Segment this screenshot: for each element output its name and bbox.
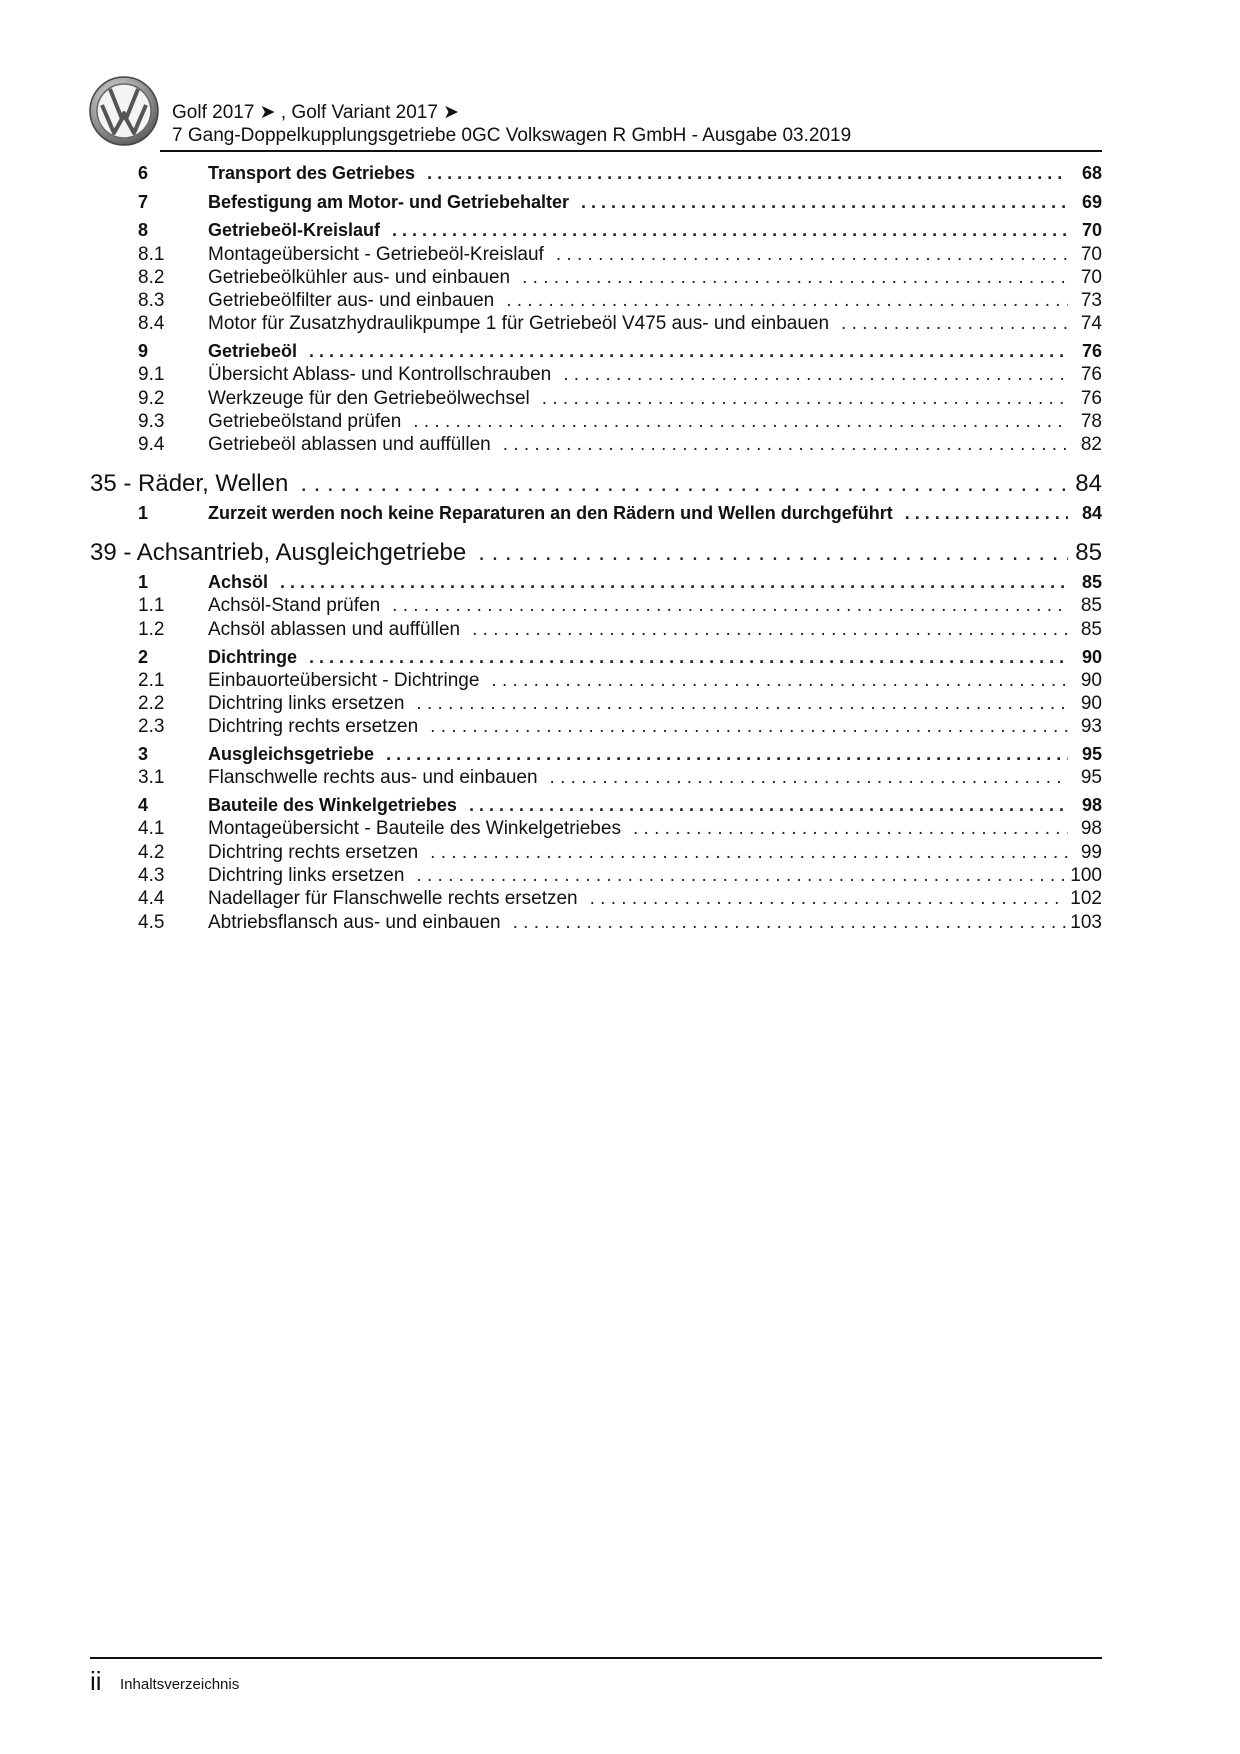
toc-entry-title: Transport des Getriebes [208,163,416,183]
toc-entry-title: Werkzeuge für den Getriebeölwechsel [208,388,530,409]
toc-entry-line [208,767,1102,789]
toc-entry-line [208,595,1102,617]
toc-entry-number: 3.1 [138,767,165,788]
toc-entry-line [208,572,1102,593]
toc-entry-number: 8.3 [138,290,165,311]
dot-leader [513,912,1067,934]
toc-entry-page: 76 [1080,388,1102,409]
dot-leader [522,267,1068,289]
toc-entry-number: 9 [138,341,149,361]
toc-entry[interactable] [90,434,1102,458]
dot-leader [542,388,1068,410]
toc-entry-page: 95 [1081,744,1102,764]
toc-entry-number: 2 [138,647,149,667]
toc-entry-title: Einbauorteübersicht - Dichtringe [208,670,480,691]
toc-entry[interactable] [90,744,1102,768]
dot-leader [392,220,1068,241]
toc-entry-title: Achsöl ablassen und auffüllen [208,619,461,640]
toc-entry[interactable] [90,539,1102,571]
toc-entry-line [208,865,1102,887]
dot-leader [633,818,1068,840]
dot-leader [491,670,1068,692]
toc-entry-line [208,888,1102,910]
toc-entry-title: Befestigung am Motor- und Getriebehalter [208,192,570,212]
header-document-line: 7 Gang-Doppelkupplungsgetriebe 0GC Volkswagen R GmbH - Ausgabe 03.2019 [172,125,852,146]
toc-entry-line [208,795,1102,816]
toc-entry-line [208,411,1102,433]
toc-entry-title: Dichtringe [208,647,298,667]
toc-entry-title: Abtriebsflansch aus- und einbauen [208,912,501,933]
toc-entry-page: 85 [1075,539,1102,566]
toc-entry-line [208,192,1102,213]
dot-leader [563,364,1068,386]
toc-entry-page: 85 [1080,595,1102,616]
toc-entry-number: 3 [138,744,149,764]
toc-entry[interactable] [90,163,1102,187]
dot-leader [430,716,1068,738]
toc-entry-number: 4.4 [138,888,165,909]
toc-entry-title: Nadellager für Flanschwelle rechts ersetzen [208,888,578,909]
dot-leader [280,572,1068,593]
toc-entry-title: Dichtring links ersetzen [208,865,405,886]
toc-entry[interactable] [90,470,1102,502]
toc-entry[interactable] [90,595,1102,619]
toc-entry-line [208,434,1102,456]
toc-entry-number: 9.3 [138,411,165,432]
toc-entry-line [208,163,1102,184]
toc-entry-line [208,842,1102,864]
toc-entry-number: 1.1 [138,595,165,616]
toc-entry-page: 68 [1081,163,1102,183]
toc-entry-number: 4.2 [138,842,165,863]
footer-title: Inhaltsverzeichnis [120,1676,240,1693]
toc-entry-line [208,388,1102,410]
toc-entry-title: 35 - Räder, Wellen [90,470,289,497]
toc-entry-line [208,503,1102,524]
toc-entry-title: Dichtring rechts ersetzen [208,716,419,737]
toc-entry[interactable] [90,716,1102,740]
toc-entry-line [208,818,1102,840]
toc-entry-number: 6 [138,163,149,183]
dot-leader [300,470,1068,498]
toc-entry-title: Getriebeöl [208,341,298,361]
toc-entry-page: 99 [1080,842,1102,863]
toc-entry-page: 90 [1080,693,1102,714]
dot-leader [478,539,1068,567]
toc-entry-title: Montageübersicht - Getriebeöl-Kreislauf [208,244,544,265]
toc-entry-page: 85 [1081,572,1102,592]
toc-entry-number: 4.5 [138,912,165,933]
toc-entry-number: 1 [138,503,149,523]
toc-entry-page: 82 [1080,434,1102,455]
toc-entry-page: 84 [1081,503,1102,523]
toc-entry-number: 9.2 [138,388,165,409]
toc-entry[interactable] [90,341,1102,365]
header-vehicle-line: Golf 2017 ➤ , Golf Variant 2017 ➤ [172,102,460,123]
toc-entry[interactable] [90,388,1102,412]
toc-entry-number: 2.2 [138,693,165,714]
vw-logo [88,75,160,147]
toc-entry-line [208,364,1102,386]
toc-entry-page: 95 [1080,767,1102,788]
dot-leader [469,795,1068,816]
dot-leader [416,693,1068,715]
toc-entry-page: 70 [1080,244,1102,265]
toc-entry-title: Getriebeölfilter aus- und einbauen [208,290,495,311]
toc-entry[interactable] [90,619,1102,643]
toc-entry[interactable] [90,670,1102,694]
toc-entry-page: 90 [1081,647,1102,667]
toc-entry-title: Achsöl [208,572,269,592]
toc-entry-title: Übersicht Ablass- und Kontrollschrauben [208,364,552,385]
dot-leader [430,842,1068,864]
toc-entry-line [208,313,1102,335]
toc-entry-title: Dichtring links ersetzen [208,693,405,714]
dot-leader [550,767,1068,789]
toc-entry[interactable] [90,888,1102,912]
toc-entry-page: 84 [1075,470,1102,497]
dot-leader [841,313,1068,335]
toc-entry-number: 2.1 [138,670,165,691]
toc-entry-line [208,912,1102,934]
toc-entry[interactable] [90,411,1102,435]
toc-entry-line [90,539,1102,567]
toc-entry-page: 98 [1080,818,1102,839]
toc-entry-number: 8.2 [138,267,165,288]
toc-entry-page: 70 [1080,267,1102,288]
toc-entry-number: 8 [138,220,149,240]
toc-entry-number: 4 [138,795,149,815]
toc-entry-number: 4.3 [138,865,165,886]
dot-leader [905,503,1068,524]
toc-entry-number: 2.3 [138,716,165,737]
toc-entry[interactable] [90,865,1102,889]
toc-entry[interactable] [90,842,1102,866]
toc-entry-title: 39 - Achsantrieb, Ausgleichgetriebe [90,539,467,566]
toc-entry[interactable] [90,795,1102,819]
toc-entry-line [208,220,1102,241]
toc-entry[interactable] [90,267,1102,291]
toc-entry-title: Montageübersicht - Bauteile des Winkelgetriebes [208,818,621,839]
toc-entry-line [208,244,1102,266]
dot-leader [309,341,1068,362]
toc-entry-page: 73 [1080,290,1102,311]
toc-entry-page: 102 [1070,888,1102,909]
toc-entry-title: Getriebeölkühler aus- und einbauen [208,267,511,288]
toc-entry-page: 69 [1081,192,1102,212]
toc-entry-title: Motor für Zusatzhydraulikpumpe 1 für Getriebeöl V475 aus- und einbauen [208,313,830,334]
toc-entry-number: 1 [138,572,149,592]
dot-leader [590,888,1067,910]
toc-entry-title: Flanschwelle rechts aus- und einbauen [208,767,538,788]
toc-entry-line [208,670,1102,692]
toc-entry-page: 76 [1081,341,1102,361]
toc-entry-line [208,619,1102,641]
toc-entry-title: Getriebeöl ablassen und auffüllen [208,434,491,455]
toc-entry-title: Getriebeölstand prüfen [208,411,402,432]
toc-entry-page: 70 [1081,220,1102,240]
dot-leader [506,290,1068,312]
dot-leader [416,865,1066,887]
toc-entry-page: 78 [1080,411,1102,432]
dot-leader [392,595,1068,617]
toc-entry-page: 100 [1070,865,1102,886]
dot-leader [503,434,1068,456]
toc-entry-line [90,470,1102,498]
toc-entry[interactable] [90,693,1102,717]
dot-leader [581,192,1068,213]
toc-entry[interactable] [90,313,1102,337]
toc-entry[interactable] [90,220,1102,244]
toc-entry-title: Getriebeöl-Kreislauf [208,220,381,240]
toc-entry-number: 7 [138,192,149,212]
toc-entry-number: 8.4 [138,313,165,334]
dot-leader [413,411,1068,433]
toc-entry-line [208,267,1102,289]
toc-entry[interactable] [90,364,1102,388]
toc-entry-number: 8.1 [138,244,165,265]
toc-entry-page: 98 [1081,795,1102,815]
toc-entry-line [208,716,1102,738]
toc-entry-title: Bauteile des Winkelgetriebes [208,795,457,815]
toc-entry-page: 76 [1080,364,1102,385]
toc-entry-line [208,744,1102,765]
toc-entry[interactable] [90,647,1102,671]
toc-entry-line [208,341,1102,362]
toc-entry-line [208,693,1102,715]
header-rule [160,150,1102,152]
toc-entry-title: Zurzeit werden noch keine Reparaturen an den Rädern und Wellen durchgeführt [208,503,893,523]
toc-entry-title: Ausgleichsgetriebe [208,744,375,764]
toc-entry-line [208,647,1102,668]
toc-entry-number: 9.4 [138,434,165,455]
toc-entry-number: 9.1 [138,364,165,385]
toc-entry-page: 74 [1080,313,1102,334]
dot-leader [309,647,1068,668]
toc-entry-line [208,290,1102,312]
toc-entry-page: 103 [1070,912,1102,933]
toc-entry-page: 93 [1080,716,1102,737]
toc-entry[interactable] [90,912,1102,936]
toc-entry-number: 4.1 [138,818,165,839]
footer-rule [90,1657,1102,1659]
toc-entry[interactable] [90,290,1102,314]
toc-entry[interactable] [90,244,1102,268]
toc-entry-title: Achsöl-Stand prüfen [208,595,381,616]
toc-entry[interactable] [90,767,1102,791]
toc-entry-title: Dichtring rechts ersetzen [208,842,419,863]
dot-leader [556,244,1068,266]
toc-entry-number: 1.2 [138,619,165,640]
dot-leader [472,619,1068,641]
toc-entry[interactable] [90,503,1102,527]
toc-entry[interactable] [90,572,1102,596]
dot-leader [386,744,1068,765]
toc-entry[interactable] [90,818,1102,842]
toc-entry[interactable] [90,192,1102,216]
toc-entry-page: 85 [1080,619,1102,640]
toc-entry-page: 90 [1080,670,1102,691]
footer-page-number: ii [90,1666,102,1696]
dot-leader [427,163,1068,184]
